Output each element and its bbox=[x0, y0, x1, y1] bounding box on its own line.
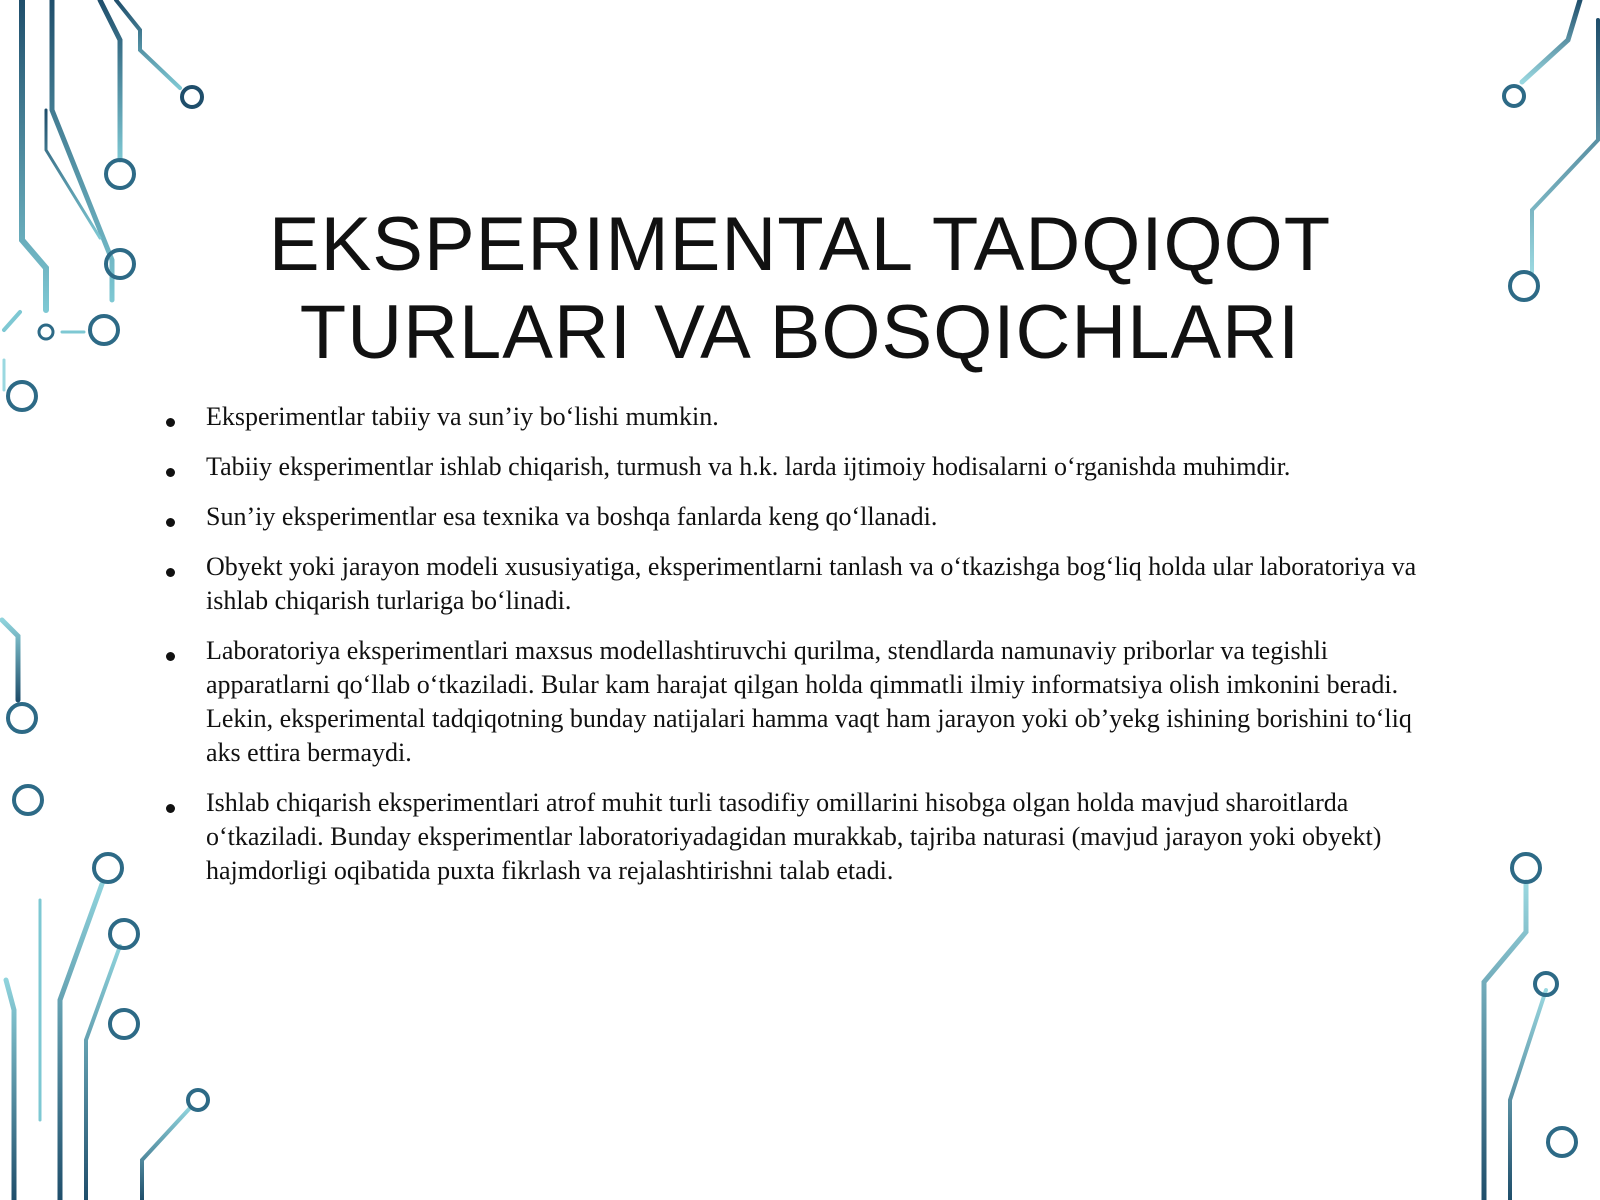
bullet-dot-icon bbox=[166, 468, 175, 477]
slide-title-line-1: EKSPERIMENTAL TADQIQOT bbox=[268, 201, 1332, 287]
bullet-text: Obyekt yoki jarayon modeli xususiyatiga, eksperimentlarni tanlash va o‘tkazishga bog‘liq holda ular laboratoriya va ishlab chiqarish turlariga bo‘linadi. bbox=[206, 552, 1417, 615]
bullet-item bbox=[160, 786, 1420, 888]
bullet-dot-icon bbox=[166, 652, 175, 661]
bullet-list bbox=[160, 400, 1420, 904]
bullet-dot-icon bbox=[166, 804, 175, 813]
bullet-text: Laboratoriya eksperimentlari maxsus modellashtiruvchi qurilma, stendlarda namunaviy priborlar va tegishli apparatlarni qo‘llab o‘tkaziladi. Bular kam harajat qilgan holda qimmatli ilmiy informatsiya olish imkonini beradi. Lekin, eksperimental tadqiqotning bunday natijalari hamma vaqt ham jarayon yoki ob’yekg ishining borishini to‘liq aks ettira bermaydi. bbox=[206, 636, 1412, 767]
bullet-item bbox=[160, 400, 1420, 434]
bullet-dot-icon bbox=[166, 518, 175, 527]
bullet-text: Tabiiy eksperimentlar ishlab chiqarish, turmush va h.k. larda ijtimoiy hodisalarni o‘rganishda muhimdir. bbox=[206, 452, 1291, 481]
bullet-text: Eksperimentlar tabiiy va sun’iy bo‘lishi mumkin. bbox=[206, 402, 719, 431]
bullet-item bbox=[160, 450, 1420, 484]
bullet-text: Ishlab chiqarish eksperimentlari atrof muhit turli tasodifiy omillarini hisobga olgan holda mavjud sharoitlarda o‘tkaziladi. Bunday eksperimentlar laboratoriyadagidan murakkab, tajriba naturasi (mavjud jarayon yoki obyekt) hajmdorligi oqibatida puxta fikrlash va rejalashtirishni talab etadi. bbox=[206, 788, 1382, 885]
slide-title-line-2: TURLARI VA BOSQICHLARI bbox=[299, 289, 1301, 375]
bullet-text: Sun’iy eksperimentlar esa texnika va boshqa fanlarda keng qo‘llanadi. bbox=[206, 502, 938, 531]
bullet-item bbox=[160, 500, 1420, 534]
bullet-item bbox=[160, 550, 1420, 618]
bullet-item bbox=[160, 634, 1420, 770]
circuit-decoration-right bbox=[1400, 0, 1600, 1200]
bullet-dot-icon bbox=[166, 568, 175, 577]
slide-title bbox=[230, 201, 1370, 377]
bullet-dot-icon bbox=[166, 418, 175, 427]
